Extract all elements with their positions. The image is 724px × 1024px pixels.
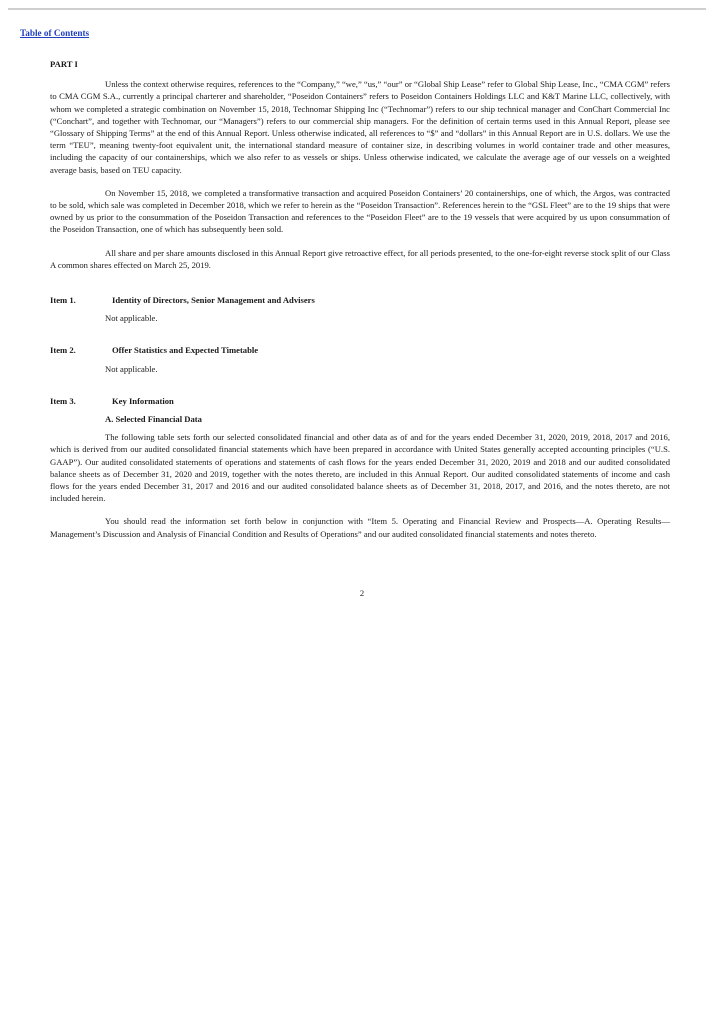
item-title: Key Information: [112, 395, 174, 406]
item-3-heading: [50, 395, 670, 407]
part-title: PART I: [50, 59, 78, 69]
item-number: Item 1.: [50, 295, 76, 306]
item-title: Identity of Directors, Senior Management and Advisers: [112, 295, 315, 306]
intro-paragraph-2: On November 15, 2018, we completed a transformative transaction and acquired Poseidon Containers’ 20 containerships, one of which, the Argos, was contracted to be sold, which sale was completed in December 2018, which we refer to herein as the “Poseidon Transaction”. References herein to the “GSL Fleet” are to the 19 ships that were owned by us prior to the consummation of the Poseidon Transaction and references to the “Poseidon Fleet” are to the 19 vessels that were acquired by us upon consummation of the Poseidon Transaction, one of which has subsequently been sold.: [50, 187, 670, 235]
selected-financial-data-heading: A. Selected Financial Data: [105, 414, 202, 425]
top-divider: [8, 8, 706, 10]
item-3-paragraph-1: The following table sets forth our selected consolidated financial and other data as of and for the years ended December 31, 2020, 2019, 2018, 2017 and 2016, which is derived from our audited consolidated financial statements which have been prepared in accordance with United States generally accepted accounting principles (“U.S. GAAP”). Our audited consolidated statements of operations and statements of cash flows for the years ended December 31, 2020, 2019 and 2018 and our audited consolidated balance sheets as of December 31, 2020 and 2019, together with the notes thereto, are included in this Annual Report. Our audited consolidated statements of income and cash flows for the years ended December 31, 2017 and 2016 and our audited consolidated balance sheets as of December 31, 2018, 2017, and 2016, and the notes thereto, are not included herein.: [50, 432, 670, 504]
item-number: Item 3.: [50, 395, 76, 406]
item-title: Offer Statistics and Expected Timetable: [112, 345, 259, 356]
item-3-paragraph-2: You should read the information set forth below in conjunction with “Item 5. Operating and Financial Review and Prospects—A. Operating Results—Management’s Discussion and Analysis of Financial Condition and Results of Operations” and our audited consolidated financial statements and notes thereto.: [50, 516, 670, 539]
intro-paragraph-3: All share and per share amounts disclosed in this Annual Report give retroactive effect, for all periods presented, to the one-for-eight reverse stock split of our Class A common shares effected on March 25, 2019.: [50, 247, 670, 270]
item-number: Item 2.: [50, 345, 76, 356]
item-1-heading: [50, 294, 670, 306]
intro-paragraph-1: Unless the context otherwise requires, references to the “Company,” “we,” “us,” “our” or “Global Ship Lease” refer to Global Ship Lease, Inc., “CMA CGM” refers to CMA CGM S.A., currently a principal charterer and shareholder, “Poseidon Containers” refers to Poseidon Containers Holdings LLC and K&T Marine LLC, collectively, with whom we completed a strategic combination on November 15, 2018, Technomar Shipping Inc (“Technomar”) refers to our ship technical manager and ConChart Commercial Inc (“Conchart”, and together with Technomar, our “Managers”) refers to our commercial ship managers. For the definition of certain terms used in this Annual Report, please see “Glossary of Shipping Terms” at the end of this Annual Report. Unless otherwise indicated, all references to “$” and “dollars” in this Annual Report are in U.S. dollars. We use the term “TEU”, meaning twenty-foot equivalent unit, the international standard measure of container size, in describing volumes in world container trade and other measures, including the capacity of our containerships, which we also refer to as vessels or ships. Unless otherwise indicated, we calculate the average age of our vessels on a weighted average basis, based on TEU capacity.: [50, 79, 670, 175]
item-2-body: Not applicable.: [105, 363, 158, 374]
document-body: [50, 58, 670, 551]
item-1-body: Not applicable.: [105, 313, 158, 324]
page-number: 2: [359, 588, 365, 598]
item-2-heading: [50, 344, 670, 356]
table-of-contents-link[interactable]: Table of Contents: [20, 28, 90, 38]
